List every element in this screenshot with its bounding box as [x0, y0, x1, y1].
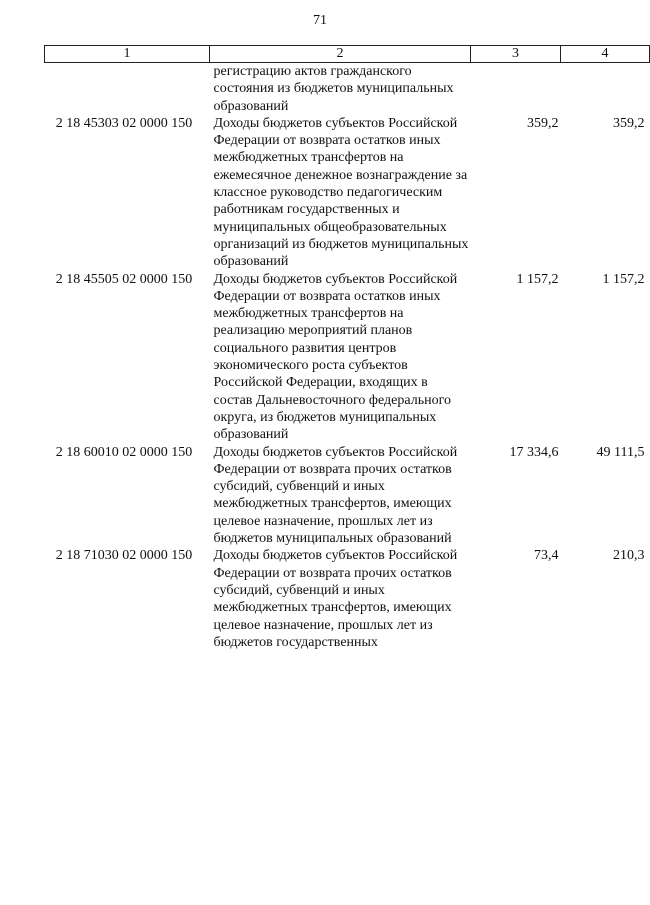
table-header-row [45, 46, 650, 63]
amount-col4-cell: 210,3 [613, 548, 645, 564]
amount-col3-cell: 17 334,6 [509, 444, 559, 460]
table-row [45, 444, 650, 548]
income-name-cell: Доходы бюджетов субъектов Российской Федерации от возврата остатков иных межбюджетных трансфертов на ежемесячное денежное вознаграждение за классное руководство педагогическим работникам государственных и муниципальных общеобразовательных организаций из бюджетов муниципальных образований [213, 115, 469, 270]
column-header-1: 1 [45, 46, 210, 63]
income-name-cell: Доходы бюджетов субъектов Российской Федерации от возврата прочих остатков субсидий, субвенций и иных межбюджетных трансфертов, имеющих целевое назначение, прошлых лет из бюджетов муниципальных образований [213, 444, 458, 547]
budget-code-cell: 2 18 45505 02 0000 150 [55, 271, 193, 287]
budget-code-cell: 2 18 71030 02 0000 150 [55, 548, 193, 564]
continuation-row [45, 63, 650, 115]
column-header-3: 3 [471, 46, 561, 63]
budget-revenue-table [44, 45, 650, 651]
budget-code-cell: 2 18 45303 02 0000 150 [55, 115, 193, 131]
page-number: 71 [313, 13, 327, 28]
continuation-col4-cell [561, 63, 650, 115]
column-header-4: 4 [561, 46, 650, 63]
income-name-cell: Доходы бюджетов субъектов Российской Федерации от возврата прочих остатков субсидий, субвенций и иных межбюджетных трансфертов, имеющих целевое назначение, прошлых лет из бюджетов государственных [213, 548, 458, 650]
amount-col4-cell: 1 157,2 [602, 271, 645, 287]
table-row [45, 547, 650, 651]
column-header-2: 2 [210, 46, 471, 63]
budget-code-cell: 2 18 60010 02 0000 150 [55, 444, 193, 460]
continuation-name-cell: регистрацию актов гражданского состояния из бюджетов муниципальных образований [213, 64, 454, 114]
continuation-col3-cell [471, 63, 561, 115]
income-name-cell: Доходы бюджетов субъектов Российской Федерации от возврата остатков иных межбюджетных трансфертов на реализацию мероприятий планов социального развития центров экономического роста субъектов Российской Федерации, входящих в состав Дальневосточного федерального округа, из бюджетов муниципальных образований [213, 271, 458, 443]
table-row [45, 271, 650, 444]
amount-col4-cell: 359,2 [613, 115, 645, 131]
amount-col4-cell: 49 111,5 [596, 444, 645, 460]
amount-col3-cell: 73,4 [534, 548, 559, 564]
amount-col3-cell: 359,2 [527, 115, 559, 131]
continuation-code-cell [45, 63, 210, 115]
table-row [45, 115, 650, 271]
amount-col3-cell: 1 157,2 [516, 271, 559, 287]
